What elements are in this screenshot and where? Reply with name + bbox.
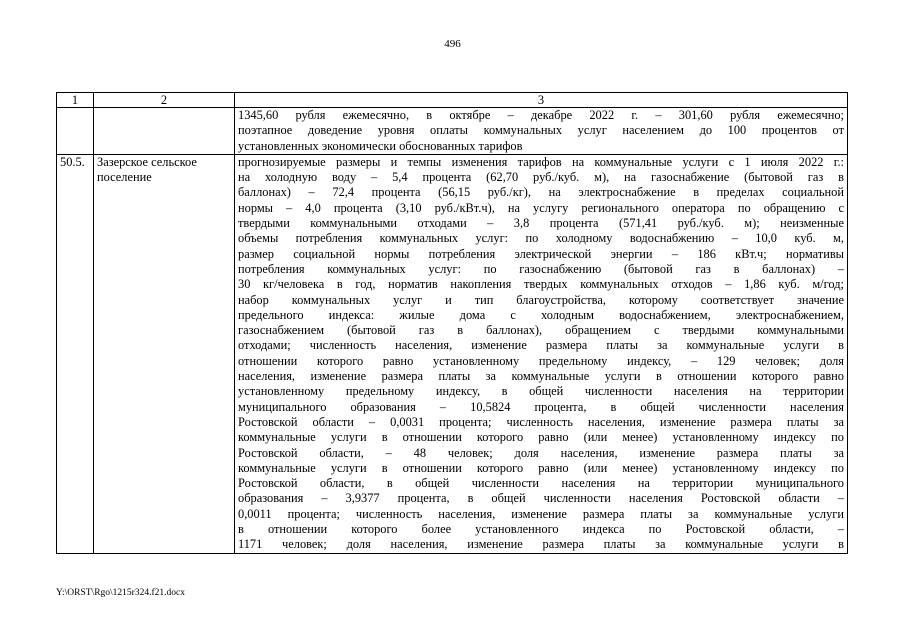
footer-file-path: Y:\ORST\Rgo\1215r324.f21.docx [56,588,185,598]
text-line: Ростовской области, – 48 человек; доля населения, изменение размера платы за [238,445,844,460]
text-line: потребления коммунальных услуг: по газоснабжению (бытовой газ в баллонах) – [238,261,844,276]
text-line: размер социальной нормы потребления электрической энергии – 186 кВт.ч; нормативы [238,246,844,261]
text-line: газоснабжением (бытовой газ в баллонах), обращением с твердыми коммунальными [238,323,844,338]
settlement-name-line: Зазерское сельское [97,154,197,169]
table-row-50-5 [57,154,848,553]
tariff-table [56,92,848,554]
page-number: 496 [444,38,461,50]
header-cell-2: 2 [94,93,235,108]
table-header-row [57,93,848,108]
text-line: коммунальные услуги в отношении которого равно (или менее) установленному индексу по [238,430,844,445]
header-cell-1: 1 [57,93,94,108]
text-line: установленному предельному индексу, в общей численности населения на территории [238,384,844,399]
text-line: отходами; численность населения, изменение размера платы за коммунальные услуги в [238,338,844,353]
text-line: объемы потребления коммунальных услуг: по холодному водоснабжению – 10,0 куб. м, [238,231,844,246]
text-line: муниципального образования – 10,5824 процента, в общей численности населения [238,399,844,414]
text-line: на холодную воду – 5,4 процента (62,70 руб./куб. м), на газоснабжение (бытовой газ в [238,170,844,185]
text-line: баллонах) – 72,4 процента (56,15 руб./кг), на электроснабжение в пределах социальной [238,185,844,200]
continuation-row [57,108,848,155]
text-line: установленных экономически обоснованных тарифов [238,138,523,153]
text-line: в отношении которого более установленного индекса по Ростовской области, – [238,522,844,537]
tariff-description [235,154,848,553]
settlement-name-line: поселение [97,170,152,185]
text-line: 1345,60 рубля ежемесячно, в октябре – декабре 2022 г. – 301,60 рубля ежемесячно; [238,108,844,122]
text-line: 1171 человек; доля населения, изменение размера платы за коммунальные услуги в [238,537,844,552]
text-line: образования – 3,9377 процента, в общей численности населения Ростовской области – [238,491,844,506]
header-cell-3: 3 [235,93,848,108]
text-line: коммунальные услуги в отношении которого равно (или менее) установленному индексу по [238,460,844,475]
text-line: отношении которого равно установленному предельному индексу, – 129 человек; доля [238,353,844,368]
text-line: твердыми коммунальными отходами – 3,8 процента (571,41 руб./куб. м); неизменные [238,216,844,231]
text-line: нормы – 4,0 процента (3,10 руб./кВт.ч), на услугу регионального оператора по обращению с [238,200,844,215]
settlement-name [94,154,235,553]
text-line: населения, изменение размера платы за коммунальные услуги в отношении которого равно [238,369,844,384]
text-line: предельного индекса: жилые дома с холодным водоснабжением, электроснабжением, [238,307,844,322]
text-line: Ростовской области – 0,0031 процента; численность населения, изменение размера платы за [238,414,844,429]
text-line: набор коммунальных услуг и тип благоустройства, которому соответствует значение [238,292,844,307]
text-line: 0,0011 процента; численность населения, изменение размера платы за коммунальные услуги [238,506,844,521]
continuation-text-cell [235,108,848,155]
continuation-settlement-cell [94,108,235,155]
text-line: прогнозируемые размеры и темпы изменения тарифов на коммунальные услуги с 1 июля 2022 г.: [238,154,844,169]
text-line: Ростовской области, в общей численности населения на территории муниципального [238,476,844,491]
text-line: 30 кг/человека в год, норматив накопления твердых коммунальных отходов – 1,86 куб. м/год; [238,277,844,292]
text-line: поэтапное доведение уровня оплаты коммунальных услуг населением до 100 процентов от [238,123,844,138]
continuation-number-cell [57,108,94,155]
row-number: 50.5. [57,154,94,553]
